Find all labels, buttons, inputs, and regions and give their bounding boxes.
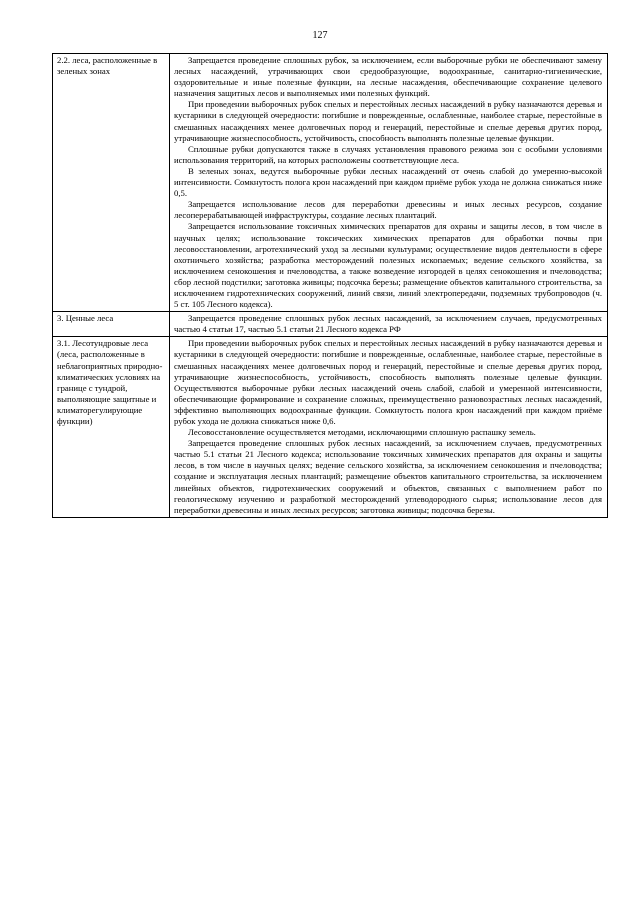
category-cell: 2.2. леса, расположенные в зеленых зонах [53,54,170,312]
paragraph: В зеленых зонах, ведутся выборочные рубки лесных насаждений от очень слабой до умеренно-высокой интенсивности. Сомкнутость полога крон насаждений при каждом приёме рубок ухода не должна снижаться ниже 0,5. [174,165,602,199]
paragraph: Запрещается проведение сплошных рубок лесных насаждений, за исключением случаев, предусмотренных частью 5.1 статьи 21 Лесного кодекса; использование токсичных химических препаратов для охраны и защиты лесов, в том числе в научных целях; ведение сельского хозяйства, за исключением сенокошения и пчеловодства; создание и эксплуатация лесных плантаций; размещение объектов капитального строительства, за исключением линейных объектов, гидротехнических сооружений и объектов, связанных с выполнением работ по геологическому изучению и разработкой месторождений углеводородного сырья; использование лесов для переработки древесины и иных лесных ресурсов; заготовка живицы; подсочка березы. [174,438,602,515]
regulations-cell [170,312,608,337]
table-row [53,54,608,312]
paragraph: При проведении выборочных рубок спелых и перестойных лесных насаждений в рубку назначаются деревья и кустарники в следующей очередности: погибшие и поврежденные, ослабленные, наиболее старые, перестойные в смешанных насаждениях менее долговечных пород и генераций, перестойные и спелые деревья других пород, утрачивающие жизнеспособность, устойчивость, способность выполнять полезные целевые функции. Осуществляются выборочные рубки лесных насаждений очень слабой, слабой и умеренной интенсивности, обеспечивающие формирование и сохранение сложных, преимущественно разновозрастных лесных насаждений, эффективно выполняющих водоохранные функции. Сомкнутость полога крон насаждений при каждом приёме рубок ухода не должна снижаться ниже 0,6. [174,338,602,426]
regulations-cell [170,54,608,312]
paragraph: При проведении выборочных рубок спелых и перестойных лесных насаждений в рубку назначаются деревья и кустарники в следующей очередности: погибшие и поврежденные, ослабленные, наиболее старые, перестойные в смешанных насаждениях менее долговечных пород и генераций, перестойные и спелые деревья других пород, утрачивающие жизнеспособность, устойчивость, способность выполнять полезные целевые функции. [174,99,602,143]
category-cell: 3. Ценные леса [53,312,170,337]
paragraph: Лесовосстановление осуществляется методами, исключающими сплошную распашку земель. [188,427,536,438]
forest-regulations-table [52,53,608,518]
paragraph: Запрещается проведение сплошных рубок лесных насаждений, за исключением случаев, предусмотренных частью 4 статьи 17, частью 5.1 статьи 21 Лесного кодекса РФ [174,313,602,335]
category-cell: 3.1. Лесотундровые леса (леса, расположенные в неблагоприятных природно-климатических условиях на границе с тундрой, выполняющие защитные и климаторегулирующие функции) [53,337,170,518]
paragraph: Сплошные рубки допускаются также в случаях установления правового режима зон с особыми условиями использования территорий, на которых расположены соответствующие леса. [174,143,602,165]
regulations-cell [170,337,608,518]
paragraph: Запрещается использование токсичных химических препаратов для охраны и защиты лесов, в том числе в научных целях; использование токсических химических препаратов для обработки почвы при лесовосстановлении, агротехнический уход за лесными культурами; осуществление видов деятельности в сфере охотничьего хозяйства; разработка месторождений полезных ископаемых; ведение сельского хозяйства, за исключением сенокошения и пчеловодства, а также возведение изгородей в целях сенокошения и пчеловодства; сбор лесной подстилки; заготовка живицы; подсочка березы; размещение объектов капитального строительства, за исключением гидротехнических сооружений, линий связи, линий электропередачи, подземных трубопроводов (ч. 5 ст. 105 Лесного кодекса). [174,221,602,310]
table-row [53,337,608,518]
paragraph: Запрещается проведение сплошных рубок, за исключением, если выборочные рубки не обеспечивают замену лесных насаждений, утрачивающих свои средообразующие, водоохранные, санитарно-гигиенические, оздоровительные и иные полезные функции, на лесные насаждения, обеспечивающие сохранение целевого назначения защитных лесов и выполняемых ими полезных функций. [174,55,602,99]
table-row [53,312,608,337]
page-number: 127 [312,30,328,41]
paragraph: Запрещается использование лесов для переработки древесины и иных лесных ресурсов, создание лесоперерабатывающей инфраструктуры, создание лесных плантаций. [174,199,602,221]
